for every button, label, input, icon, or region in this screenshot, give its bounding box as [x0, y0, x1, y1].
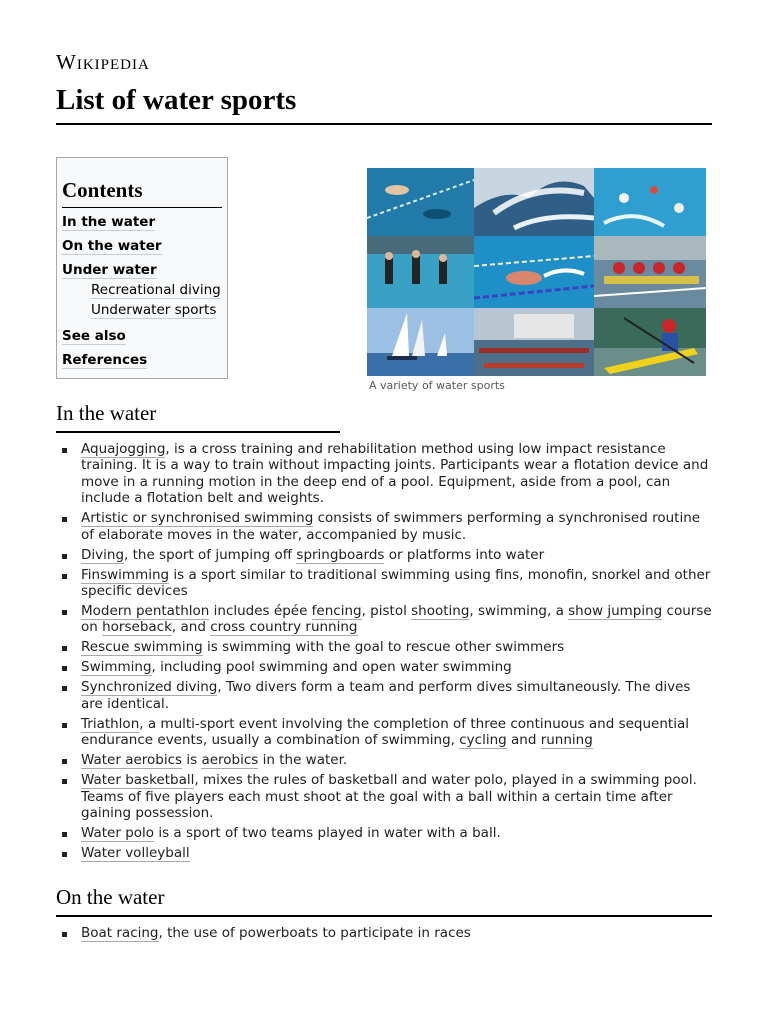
item-text: is a sport of two teams played in water with a ball.: [154, 825, 501, 842]
photo-big-wave-surfing: [474, 168, 594, 236]
link-springboards[interactable]: springboards: [296, 546, 385, 563]
toc-item-recreational-diving[interactable]: Recreational diving: [91, 282, 221, 298]
link-boat-racing[interactable]: Boat racing: [81, 925, 159, 941]
item-text: is a sport similar to traditional swimming using fins, monofin, snorkel and other specific devices: [81, 566, 711, 600]
link-water-polo[interactable]: Water polo: [81, 825, 155, 842]
link-cross-country-running[interactable]: cross country running: [210, 619, 358, 636]
item-text: , pistol: [361, 603, 412, 620]
photo-synchronised-swimming: [367, 236, 474, 308]
item-text: , including pool swimming and open water swimming: [151, 659, 512, 676]
photo-water-polo: [594, 168, 706, 236]
page-title: List of water sports: [56, 84, 712, 125]
toc-item-on-the-water[interactable]: On the water: [62, 238, 162, 254]
link-aerobics[interactable]: aerobics: [201, 752, 259, 769]
item-text: , mixes the rules of basketball and water polo, played in a swimming pool. Teams of five players each must shoot at the goal with a ball within a certain time after gaining possession.: [81, 772, 697, 822]
photo-rowing-crew: [594, 236, 706, 308]
link-finswimming[interactable]: Finswimming: [81, 566, 170, 583]
toc-item-references[interactable]: References: [62, 352, 148, 368]
table-of-contents: [56, 157, 228, 379]
item-text: and: [506, 732, 541, 749]
link-modern-pentathlon[interactable]: Modern pentathlon: [81, 603, 210, 620]
toc-item-underwater-sports[interactable]: Underwater sports: [91, 302, 217, 318]
photo-dragon-boat-racing: [474, 308, 594, 376]
list-item: [56, 716, 712, 749]
list-item: [56, 510, 712, 543]
list-item: [56, 567, 712, 600]
item-text: , swimming, a: [469, 603, 569, 620]
link-show-jumping[interactable]: show jumping: [568, 603, 663, 620]
item-text: course on: [81, 603, 712, 636]
toc-item-under-water[interactable]: Under water: [62, 262, 157, 278]
link-fencing[interactable]: fencing: [311, 603, 362, 620]
link-water-basketball[interactable]: Water basketball: [81, 772, 195, 789]
item-text: , a multi-sport event involving the completion of three continuous and sequential endurance events, usually a combination of swimming,: [81, 715, 689, 749]
link-horseback[interactable]: horseback: [102, 619, 172, 636]
link-synchronized-diving[interactable]: Synchronized diving: [81, 679, 218, 696]
link-water-aerobics[interactable]: Water aerobics: [81, 752, 183, 769]
link-water-volleyball[interactable]: Water volleyball: [81, 845, 190, 862]
item-text: is: [182, 752, 202, 769]
item-text: , the use of powerboats to participate in races: [158, 925, 471, 941]
item-text: is swimming with the goal to rescue other swimmers: [202, 639, 565, 656]
water-sports-collage-image[interactable]: [367, 168, 706, 376]
link-cycling[interactable]: cycling: [459, 732, 507, 749]
item-text: , is a cross training and rehabilitation method using low impact resistance training. It is a way to train without impacting joints. Participants wear a flotation device and move in a running motion in the deep end of a pool. Equipment, aside from a pool, can include a flotation belt and weights.: [81, 441, 709, 507]
item-text: in the water.: [258, 752, 348, 769]
link-triathlon[interactable]: Triathlon: [81, 715, 140, 732]
list-item: [56, 825, 712, 841]
list-item: [56, 603, 712, 636]
item-text: consists of swimmers performing a synchronised routine of elaborate moves in the water, accompanied by music.: [81, 510, 701, 543]
list-item: [56, 547, 712, 563]
link-shooting[interactable]: shooting: [411, 603, 470, 620]
toc-title: Contents: [62, 178, 222, 208]
photo-kayaking: [594, 308, 706, 376]
link-rescue-swimming[interactable]: Rescue swimming: [81, 639, 203, 656]
list-item: [56, 639, 712, 655]
photo-underwater-swimmer: [367, 168, 474, 236]
list-item: [56, 659, 712, 675]
link-aquajogging[interactable]: Aquajogging: [81, 441, 166, 457]
wordmark-text: Wikipedia: [56, 50, 150, 74]
list-item: [56, 441, 712, 507]
list-item: [56, 772, 712, 821]
photo-swimming-lanes: [474, 236, 594, 308]
item-text: includes épée: [209, 603, 312, 620]
figure-caption: A variety of water sports: [369, 379, 505, 392]
toc-item-see-also[interactable]: See also: [62, 328, 126, 344]
item-text: , and: [171, 619, 211, 636]
link-artistic-or-synchronised-swimming[interactable]: Artistic or synchronised swimming: [81, 510, 314, 527]
link-diving[interactable]: Diving: [81, 546, 125, 563]
item-text: or platforms into water: [384, 546, 545, 563]
section-heading-on-the-water: On the water: [56, 885, 712, 917]
item-text: , Two divers form a team and perform dives simultaneously. The dives are identical.: [81, 679, 691, 712]
link-swimming[interactable]: Swimming: [81, 659, 152, 676]
list-item: [56, 679, 712, 712]
in-the-water-list: [56, 441, 712, 865]
list-item: [56, 752, 712, 768]
item-text: , the sport of jumping off: [124, 546, 297, 563]
photo-sailboats: [367, 308, 474, 376]
list-item: [56, 925, 712, 941]
wikipedia-wordmark[interactable]: [56, 50, 150, 75]
link-running[interactable]: running: [540, 732, 593, 749]
list-item: [56, 845, 712, 861]
toc-item-in-the-water[interactable]: In the water: [62, 214, 156, 230]
on-the-water-list: [56, 925, 712, 945]
section-heading-in-the-water: In the water: [56, 401, 340, 433]
